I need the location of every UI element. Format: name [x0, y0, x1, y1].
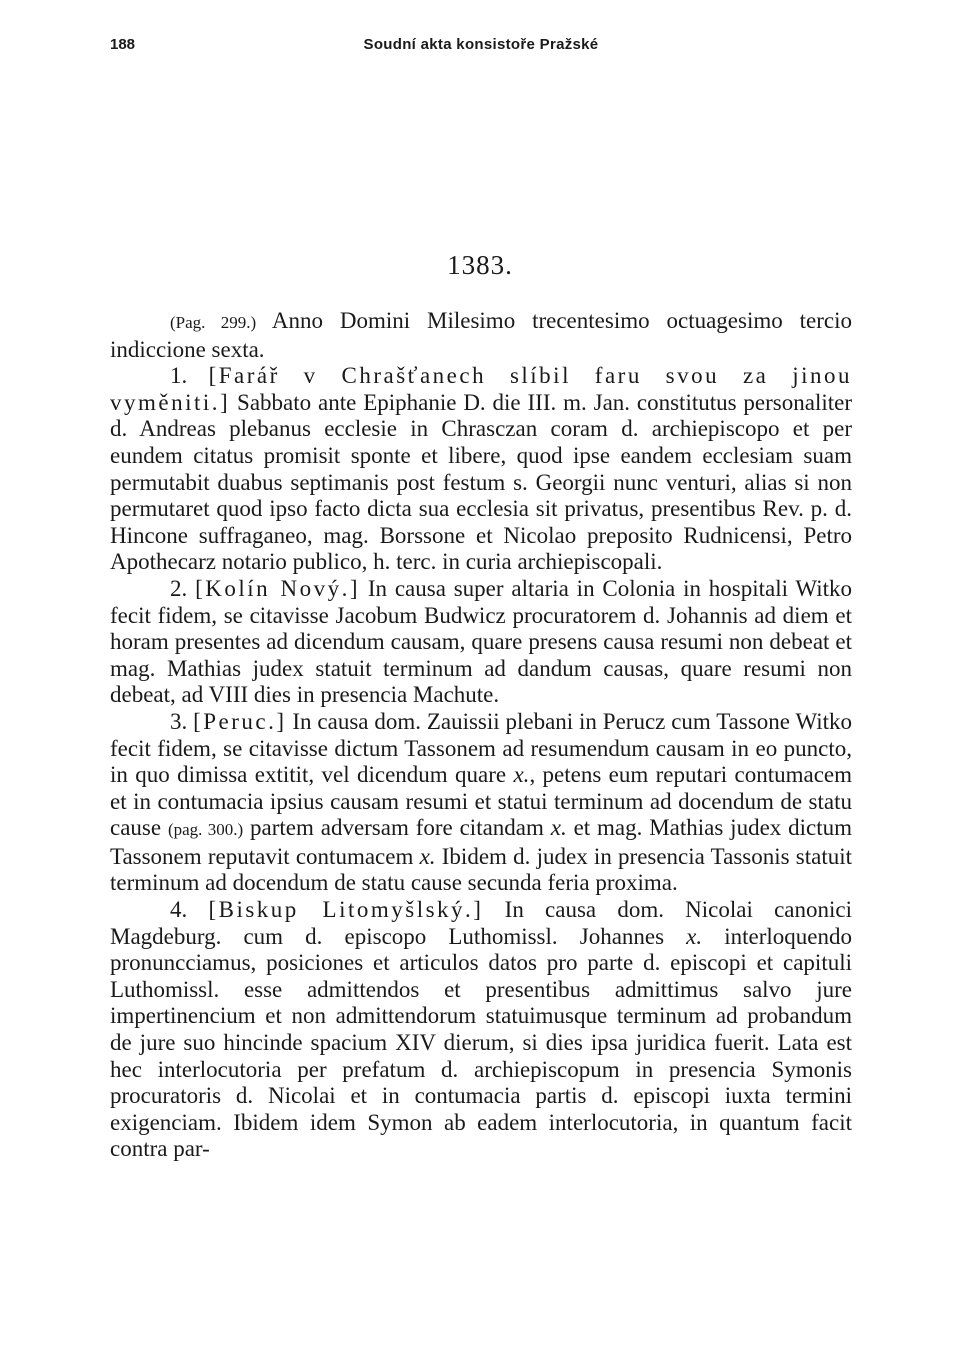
entry-1 [110, 363, 852, 576]
entry-number: 3. [170, 708, 194, 734]
entry-text: , petens eum reputari contumacem et in contumacia ipsius causam resumi et statui terminum ad docendum de statu cause [110, 762, 852, 841]
entry-title: [Biskup Litomyšlský.] [208, 897, 484, 923]
year-heading: 1383. [447, 250, 513, 280]
running-title: Soudní akta konsistoře Pražské [363, 36, 599, 53]
etc-symbol: x. [550, 815, 567, 841]
entry-text: In causa dom. Nicolai canonici Magdeburg. cum d. episcopo Luthomissl. Johannes [110, 897, 853, 949]
entry-text: Sabbato ante Epiphanie D. die III. m. Jan. constitutus personaliter d. Andreas plebanus ecclesie in Chrasczan coram d. archiepiscopo et per eundem citatus promisit sponte et libere, quod ipse eandem ecclesiam suam permutabit duabus septimanis post festum s. Georgii nunc venturi, alias si non permutaret quod ipso facto dicta sua ecclesia sit privatus, presentibus Rev. p. d. Hincone suffraganeo, mag. Borssone et Nicolao preposito Rudnicensi, Petro Apothecarz notario publico, h. terc. in curia archiepiscopali. [110, 389, 852, 575]
entry-text: partem adversam fore citandam [243, 815, 551, 841]
entry-number: 1. [170, 363, 209, 389]
entry-title: [Peruc.] [193, 708, 287, 734]
page-marker: (Pag. 299.) [170, 313, 257, 332]
entry-text: Ibidem d. judex in presencia Tassonis statuit terminum ad docendum de statu cause secunda feria proxima. [110, 843, 853, 896]
entry-2 [110, 576, 852, 709]
page-marker: (pag. 300.) [167, 820, 244, 840]
entry-text: interloquendo pronuncciamus, posiciones et articulos datos pro parte d. episcopi et capituli Luthomissl. esse admittendos et presentibus admittimus salvo jure impertinencium et non admittendorum statuimusque terminum ad probandum de jure suo hincinde spacium XIV dierum, si dies ipsa juridica fuerit. Lata est hec interlocutoria per prefatum d. archiepiscopum in presencia Symonis procuratoris d. Nicolai et in contumacia partis d. episcopi iuxta termini exigenciam. Ibidem idem Symon ab eadem interlocutoria, in quantum facit contra par- [110, 923, 852, 1162]
entry-number: 4. [170, 897, 209, 923]
entry-intro [110, 308, 852, 363]
entry-title: [Farář v Chrašťanech slíbil faru svou za jinou vyměniti.] [110, 363, 853, 415]
entry-title: [Kolín Nový.] [195, 575, 360, 601]
etc-symbol: x. [686, 923, 703, 949]
entry-4 [110, 897, 852, 1163]
body-text [110, 308, 852, 1163]
entry-text: Anno Domini Milesimo trecentesimo octuagesimo tercio indiccione sexta. [110, 308, 852, 362]
page-number: 188 [110, 36, 136, 53]
entry-text: In causa super altaria in Colonia in hospitali Witko fecit fidem, se citavisse Jacobum Budwicz procuratorem d. Johannis ad diem et horam presentes ad dicendum causam, quare presens causa resumi non debeat et mag. Mathias judex statuit terminum ad dandum causas, quare resumi non debeat, ad VIII dies in presencia Machute. [110, 575, 852, 708]
entry-number: 2. [170, 575, 196, 601]
running-header [110, 36, 852, 58]
entry-3 [110, 709, 852, 897]
entry-text: In causa dom. Zauissii plebani in Perucz cum Tassone Witko fecit fidem, se citavisse dictum Tassonem ad resumendum causam in eo puncto, in quo dimissa extitit, vel dicendum quare [110, 708, 853, 788]
etc-symbol: x. [513, 762, 530, 788]
etc-symbol: x. [419, 843, 436, 869]
entry-text: et mag. Mathias judex dictum Tassonem reputavit contumacem [110, 815, 853, 869]
